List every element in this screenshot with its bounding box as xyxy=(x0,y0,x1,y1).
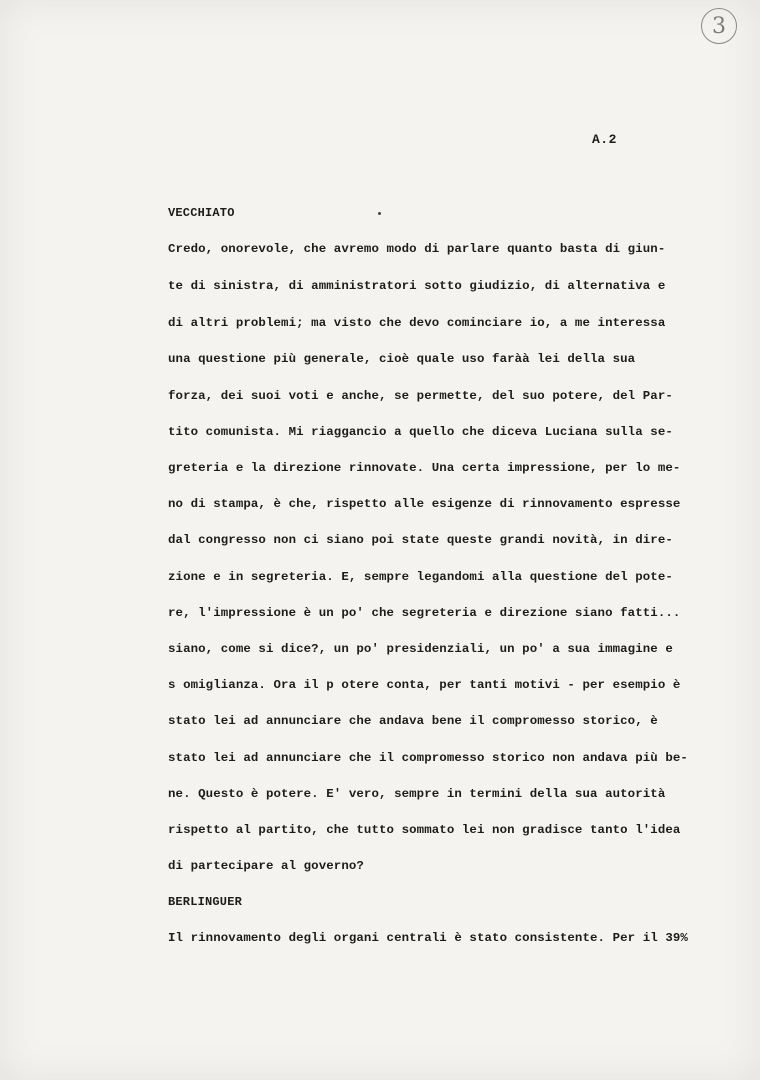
stamp-number: 3 xyxy=(712,13,726,39)
text-line: greteria e la direzione rinnovate. Una certa impressione, per lo me- xyxy=(168,461,681,475)
text-line: tito comunista. Mi riaggancio a quello che diceva Luciana sulla se- xyxy=(168,425,673,439)
text-line: forza, dei suoi voti e anche, se permette, del suo potere, del Par- xyxy=(168,389,673,403)
text-line: dal congresso non ci siano poi state queste grandi novità, in dire- xyxy=(168,533,673,547)
text-line: una questione più generale, cioè quale uso faràà lei della sua xyxy=(168,352,636,366)
text-line: di partecipare al governo? xyxy=(168,859,364,873)
text-line: s omiglianza. Ora il p otere conta, per tanti motivi - per esempio è xyxy=(168,678,681,692)
text-line: zione e in segreteria. E, sempre legandomi alla questione del pote- xyxy=(168,570,673,584)
text-line: re, l'impressione è un po' che segreteria e direzione siano fatti... xyxy=(168,606,681,620)
ink-dot xyxy=(378,212,381,215)
page-reference: A.2 xyxy=(592,132,617,147)
text-line: stato lei ad annunciare che il compromesso storico non andava più be- xyxy=(168,751,688,765)
text-line: te di sinistra, di amministratori sotto giudizio, di alternativa e xyxy=(168,279,666,293)
text-line: rispetto al partito, che tutto sommato lei non gradisce tanto l'idea xyxy=(168,823,681,837)
text-line: siano, come si dice?, un po' presidenziali, un po' a sua immagine e xyxy=(168,642,673,656)
text-line: di altri problemi; ma visto che devo cominciare io, a me interessa xyxy=(168,316,666,330)
speaker-name-berlinguer: BERLINGUER xyxy=(168,895,243,909)
text-line: Il rinnovamento degli organi centrali è stato consistente. Per il 39% xyxy=(168,931,688,945)
text-line: Credo, onorevole, che avremo modo di parlare quanto basta di giun- xyxy=(168,242,666,256)
page-number-stamp xyxy=(701,8,737,44)
text-line: ne. Questo è potere. E' vero, sempre in termini della sua autorità xyxy=(168,787,666,801)
text-line: stato lei ad annunciare che andava bene il compromesso storico, è xyxy=(168,714,658,728)
text-line: no di stampa, è che, rispetto alle esigenze di rinnovamento espresse xyxy=(168,497,681,511)
speaker-name-vecchiato: VECCHIATO xyxy=(168,206,235,220)
